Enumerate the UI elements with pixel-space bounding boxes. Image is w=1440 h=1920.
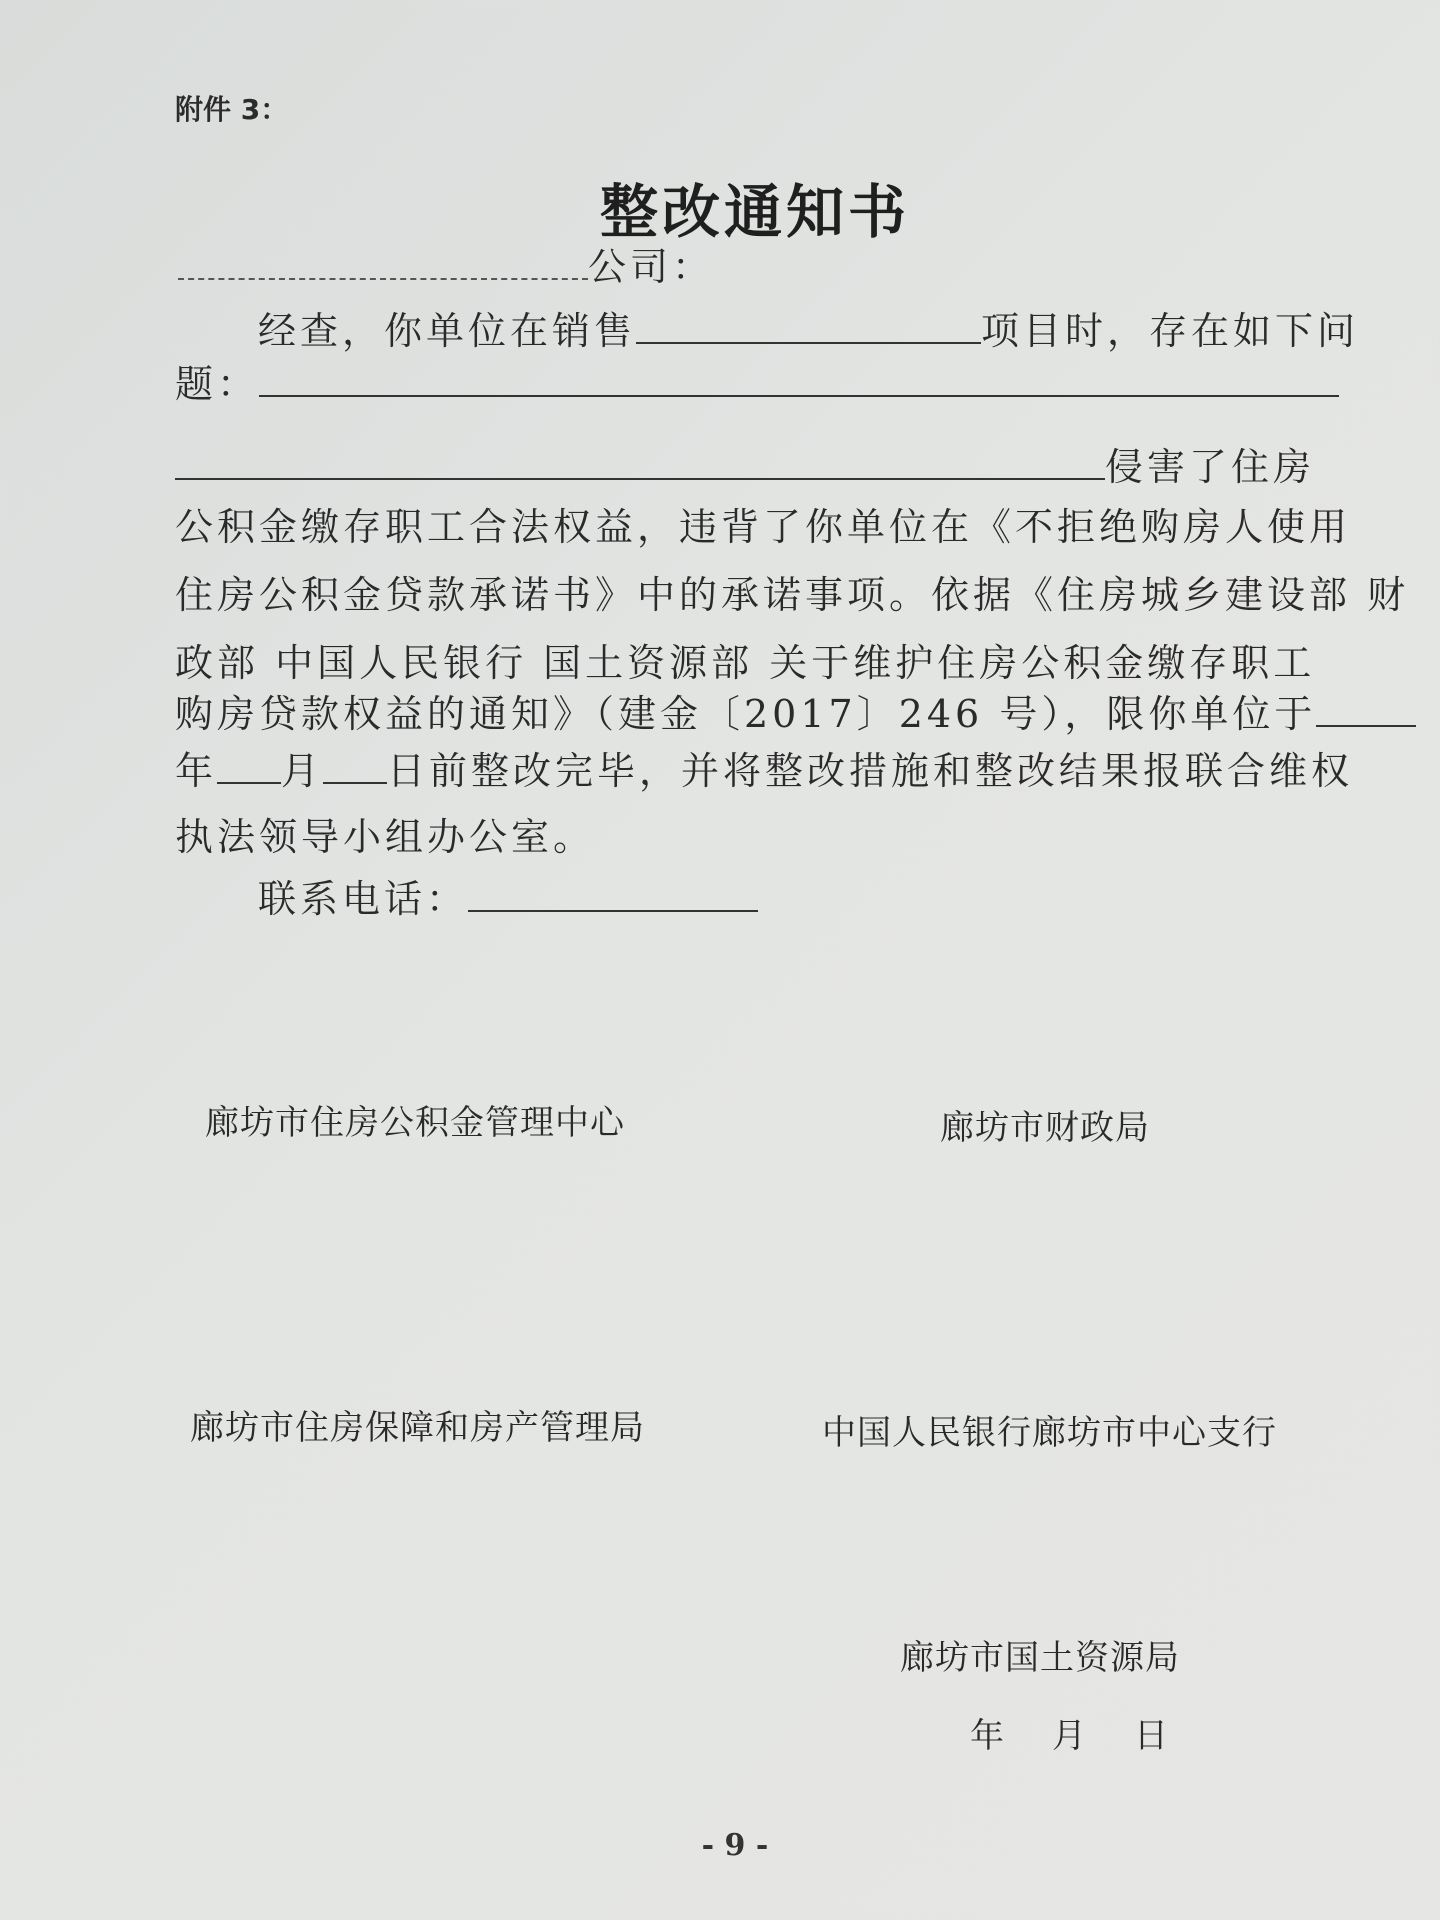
signatory-finance-bureau: 廊坊市财政局 [940,1108,1150,1148]
signatory-housing-fund-center: 廊坊市住房公积金管理中心 [205,1103,625,1143]
date-day: 日 [1134,1716,1168,1756]
body-line-8 [175,749,1354,793]
page-number: - 9 - [701,1828,769,1863]
body-text: 侵害了住房 [1105,445,1316,489]
body-line-9: 执法领导小组办公室。 [175,815,596,859]
phone-blank[interactable] [468,880,758,912]
page-title: 整改通知书 [599,178,910,246]
body-line-6: 政部 中国人民银行 国土资源部 关于维护住房公积金缴存职工 [175,641,1316,685]
problem-blank-1[interactable] [259,365,1339,397]
company-suffix: 公司： [588,245,715,289]
date-month: 月 [1052,1716,1086,1756]
body-text: 日前整改完毕，并将整改措施和整改结果报联合维权 [387,749,1354,793]
day-blank[interactable] [323,752,387,784]
company-line [178,245,715,289]
body-line-1 [258,309,1360,353]
body-text: 年 [175,749,218,793]
body-line-5: 住房公积金贷款承诺书》中的承诺事项。依据《住房城乡建设部 财 [175,573,1410,617]
attachment-label: 附件 3： [175,93,289,126]
body-text: 题： [175,362,260,406]
signatory-pboc-branch: 中国人民银行廊坊市中心支行 [822,1413,1277,1453]
problem-blank-2[interactable] [175,448,1105,480]
year-blank[interactable] [1316,695,1416,727]
signatory-land-resources-bureau: 廊坊市国土资源局 [900,1638,1180,1678]
signatory-housing-security-bureau: 廊坊市住房保障和房产管理局 [190,1408,645,1448]
body-text: 月 [281,749,324,793]
project-name-blank[interactable] [636,312,981,344]
body-text: 经查，你单位在销售 [258,309,637,353]
body-line-4: 公积金缴存职工合法权益，违背了你单位在《不拒绝购房人使用 [175,505,1352,549]
signature-date [970,1708,1168,1757]
body-line-3 [175,445,1316,489]
date-year: 年 [970,1716,1004,1756]
body-line-7 [175,692,1416,736]
body-text: 购房贷款权益的通知》（建金〔2017〕246 号），限你单位于 [175,692,1317,736]
contact-label: 联系电话： [258,877,469,921]
month-blank[interactable] [217,752,281,784]
company-name-blank[interactable] [178,248,588,280]
contact-line [258,877,758,921]
body-text: 项目时，存在如下问 [981,309,1360,353]
body-line-2 [175,362,1339,406]
